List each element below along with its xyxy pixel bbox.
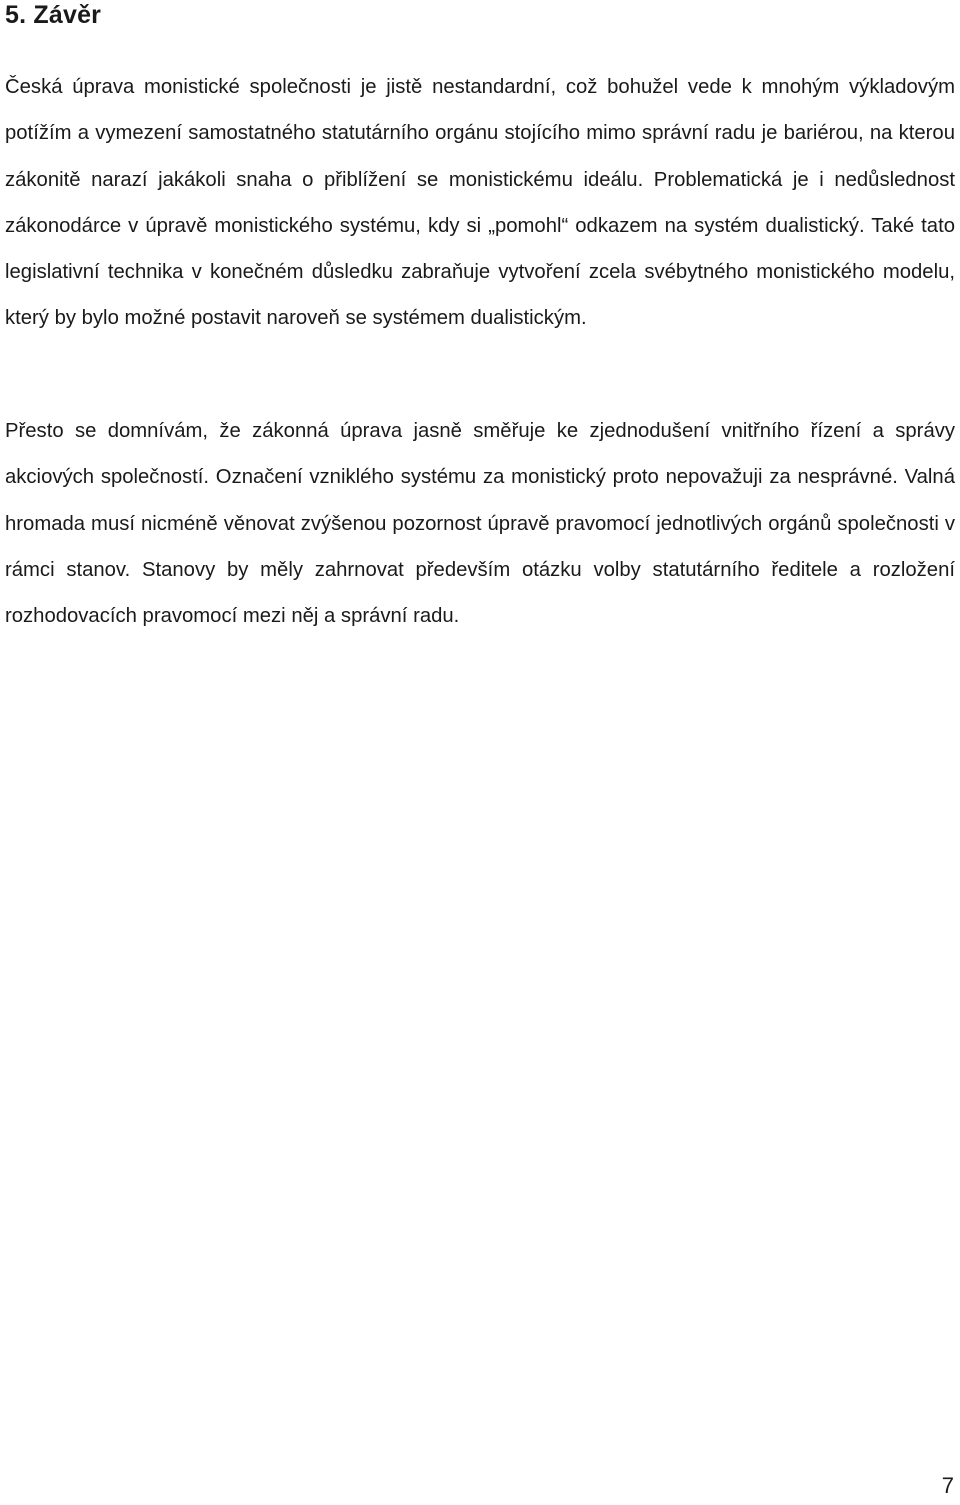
paragraph-2: Přesto se domnívám, že zákonná úprava jasně směřuje ke zjednodušení vnitřního řízení a správy akciových společností. Označení vzniklého systému za monistický proto nepovažuji za nesprávné. Valná hromada musí nicméně věnovat zvýšenou pozornost úpravě pravomocí jednotlivých orgánů společnosti v rámci stanov. Stanovy by měly zahrnovat především otázku volby statutárního ředitele a rozložení rozhodovacích pravomocí mezi něj a správní radu.: [5, 420, 955, 628]
page-number: 7: [941, 1473, 954, 1498]
section-heading: 5. Závěr: [5, 1, 102, 29]
paragraph-1: Česká úprava monistické společnosti je jistě nestandardní, což bohužel vede k mnohým výkladovým potížím a vymezení samostatného statutárního orgánu stojícího mimo správní radu je bariérou, na kterou zákonitě narazí jakákoli snaha o přiblížení se monistickému ideálu. Problematická je i nedůslednost zákonodárce v úpravě monistického systému, kdy si „pomohl“ odkazem na systém dualistický. Také tato legislativní technika v konečném důsledku zabraňuje vytvoření zcela svébytného monistického modelu, který by bylo možné postavit naroveň se systémem dualistickým.: [5, 76, 955, 330]
